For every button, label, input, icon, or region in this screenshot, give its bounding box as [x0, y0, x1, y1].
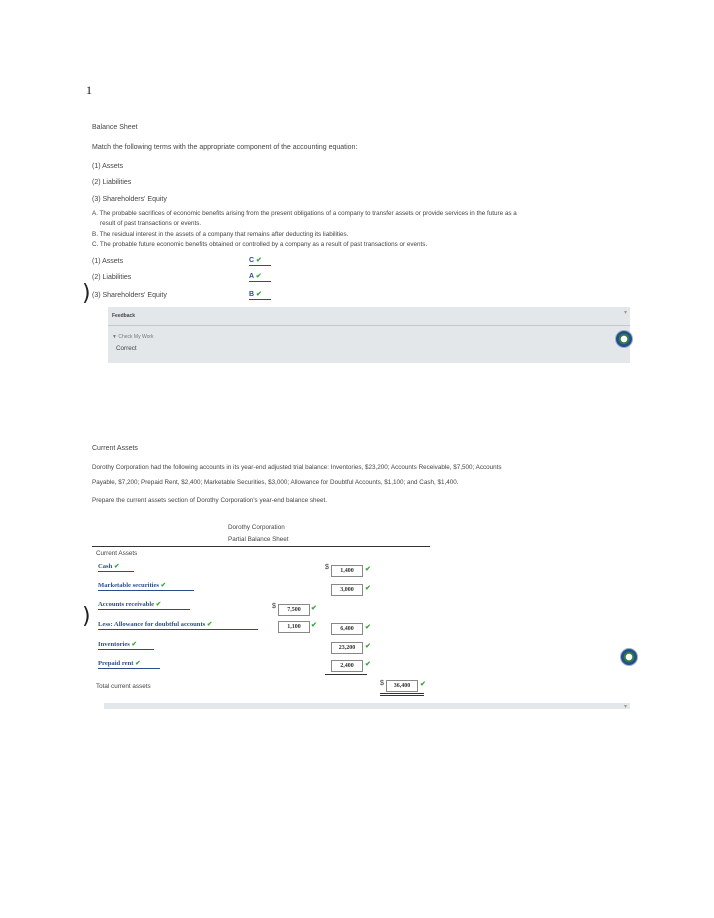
total-current-assets-label: Total current assets	[96, 683, 151, 690]
term-equity: (3) Shareholders' Equity	[92, 196, 167, 203]
horizontal-scrollbar[interactable]	[104, 703, 630, 709]
total-double-rule-top	[380, 693, 424, 694]
dollar-sign: $	[272, 603, 276, 610]
answer-select-liabilities[interactable]	[249, 272, 271, 282]
bracket-mark: )	[82, 281, 91, 306]
collapse-arrow-icon[interactable]: ▾	[624, 704, 628, 710]
definition-a-cont: result of past transactions or events.	[100, 220, 202, 227]
company-name: Dorothy Corporation	[228, 524, 285, 531]
definition-c: C. The probable future economic benefits obtained or controlled by a company as a result of past transactions or events.	[92, 241, 428, 248]
correct-check-icon: ✔	[155, 601, 162, 608]
correct-check-icon: ✔	[420, 681, 426, 688]
answer-value: B	[249, 291, 255, 298]
net-receivables-amount-input[interactable]: 6,400	[331, 623, 363, 635]
row-label-marketable-securities[interactable]: Marketable securities ✔	[98, 581, 194, 591]
collapse-arrow-icon[interactable]: ▾	[624, 310, 628, 316]
prompt-line-1: Dorothy Corporation had the following accounts in its year-end adjusted trial balance: Inventories, $23,200; Accounts Receivable, $7,500; Accounts	[92, 464, 502, 471]
answer-select-assets[interactable]	[249, 256, 271, 266]
bracket-mark: )	[82, 604, 91, 629]
allowance-amount-input[interactable]: 1,100	[278, 621, 310, 633]
prepare-instruction: Prepare the current assets section of Dorothy Corporation's year-end balance sheet.	[92, 497, 328, 504]
correct-check-icon: ✔	[113, 563, 120, 570]
correct-check-icon: ✔	[365, 643, 371, 650]
section-title-current-assets: Current Assets	[92, 445, 138, 452]
answer-value: A	[249, 273, 254, 280]
current-assets-heading: Current Assets	[96, 550, 138, 557]
subtotal-rule	[325, 674, 367, 675]
definition-a: A. The probable sacrifices of economic benefits arising from the present obligations of a company to transfer assets or provide services in the future as a	[92, 210, 517, 217]
term-liabilities: (2) Liabilities	[92, 179, 132, 186]
correct-check-icon: ✔	[311, 605, 317, 612]
match-term-liabilities: (2) Liabilities	[92, 274, 132, 281]
prepaid-rent-amount-input[interactable]: 2,400	[331, 660, 363, 672]
correct-check-icon: ✔	[256, 257, 262, 264]
correct-check-icon: ✔	[365, 566, 371, 573]
dollar-sign: $	[325, 564, 329, 571]
correct-check-icon: ✔	[255, 273, 262, 280]
feedback-header[interactable]: Feedback	[112, 313, 136, 319]
correct-check-icon: ✔	[256, 291, 262, 298]
refresh-icon[interactable]	[620, 648, 638, 666]
row-label-inventories[interactable]: Inventories ✔	[98, 640, 154, 650]
answer-value: C	[249, 257, 255, 264]
row-label-cash[interactable]: Cash ✔	[98, 562, 134, 572]
row-label-accounts-receivable[interactable]: Accounts receivable ✔	[98, 600, 190, 610]
cash-amount-input[interactable]: 1,400	[331, 565, 363, 577]
correct-check-icon: ✔	[206, 621, 213, 628]
section-title-balance-sheet: Balance Sheet	[92, 124, 138, 131]
correct-check-icon: ✔	[311, 622, 317, 629]
match-term-equity: (3) Shareholders' Equity	[92, 292, 167, 299]
correct-check-icon: ✔	[365, 624, 371, 631]
inventories-amount-input[interactable]: 23,200	[331, 642, 363, 654]
prompt-line-2: Payable, $7,200; Prepaid Rent, $2,400; Marketable Securities, $3,000; Allowance for Doubtful Accounts, $1,100; and Cash, $1,400.	[92, 479, 459, 486]
feedback-result: Correct	[116, 345, 137, 352]
header-rule	[92, 546, 430, 547]
answer-select-equity[interactable]	[249, 290, 271, 300]
check-my-work-toggle[interactable]: ▼ Check My Work	[112, 334, 154, 340]
statement-name: Partial Balance Sheet	[228, 536, 289, 543]
page-number: 1	[86, 83, 92, 97]
accounts-receivable-amount-input[interactable]: 7,500	[278, 604, 310, 616]
matching-instruction: Match the following terms with the appropriate component of the accounting equation:	[92, 144, 358, 151]
correct-check-icon: ✔	[131, 641, 138, 648]
total-current-assets-input[interactable]: 36,400	[386, 680, 418, 692]
correct-check-icon: ✔	[365, 661, 371, 668]
row-label-allowance[interactable]: Less: Allowance for doubtful accounts ✔	[98, 620, 258, 630]
correct-check-icon: ✔	[160, 582, 167, 589]
definition-b: B. The residual interest in the assets of a company that remains after deducting its liabilities.	[92, 231, 349, 238]
feedback-panel	[108, 307, 630, 363]
feedback-divider	[108, 325, 630, 326]
term-assets: (1) Assets	[92, 163, 124, 170]
correct-check-icon: ✔	[135, 660, 141, 667]
marketable-securities-amount-input[interactable]: 3,000	[331, 584, 363, 596]
row-label-prepaid-rent[interactable]: Prepaid rent ✔	[98, 659, 160, 669]
dollar-sign: $	[380, 680, 384, 687]
refresh-icon[interactable]	[615, 330, 633, 348]
total-double-rule-bottom	[380, 695, 424, 696]
correct-check-icon: ✔	[365, 585, 371, 592]
match-term-assets: (1) Assets	[92, 258, 124, 265]
